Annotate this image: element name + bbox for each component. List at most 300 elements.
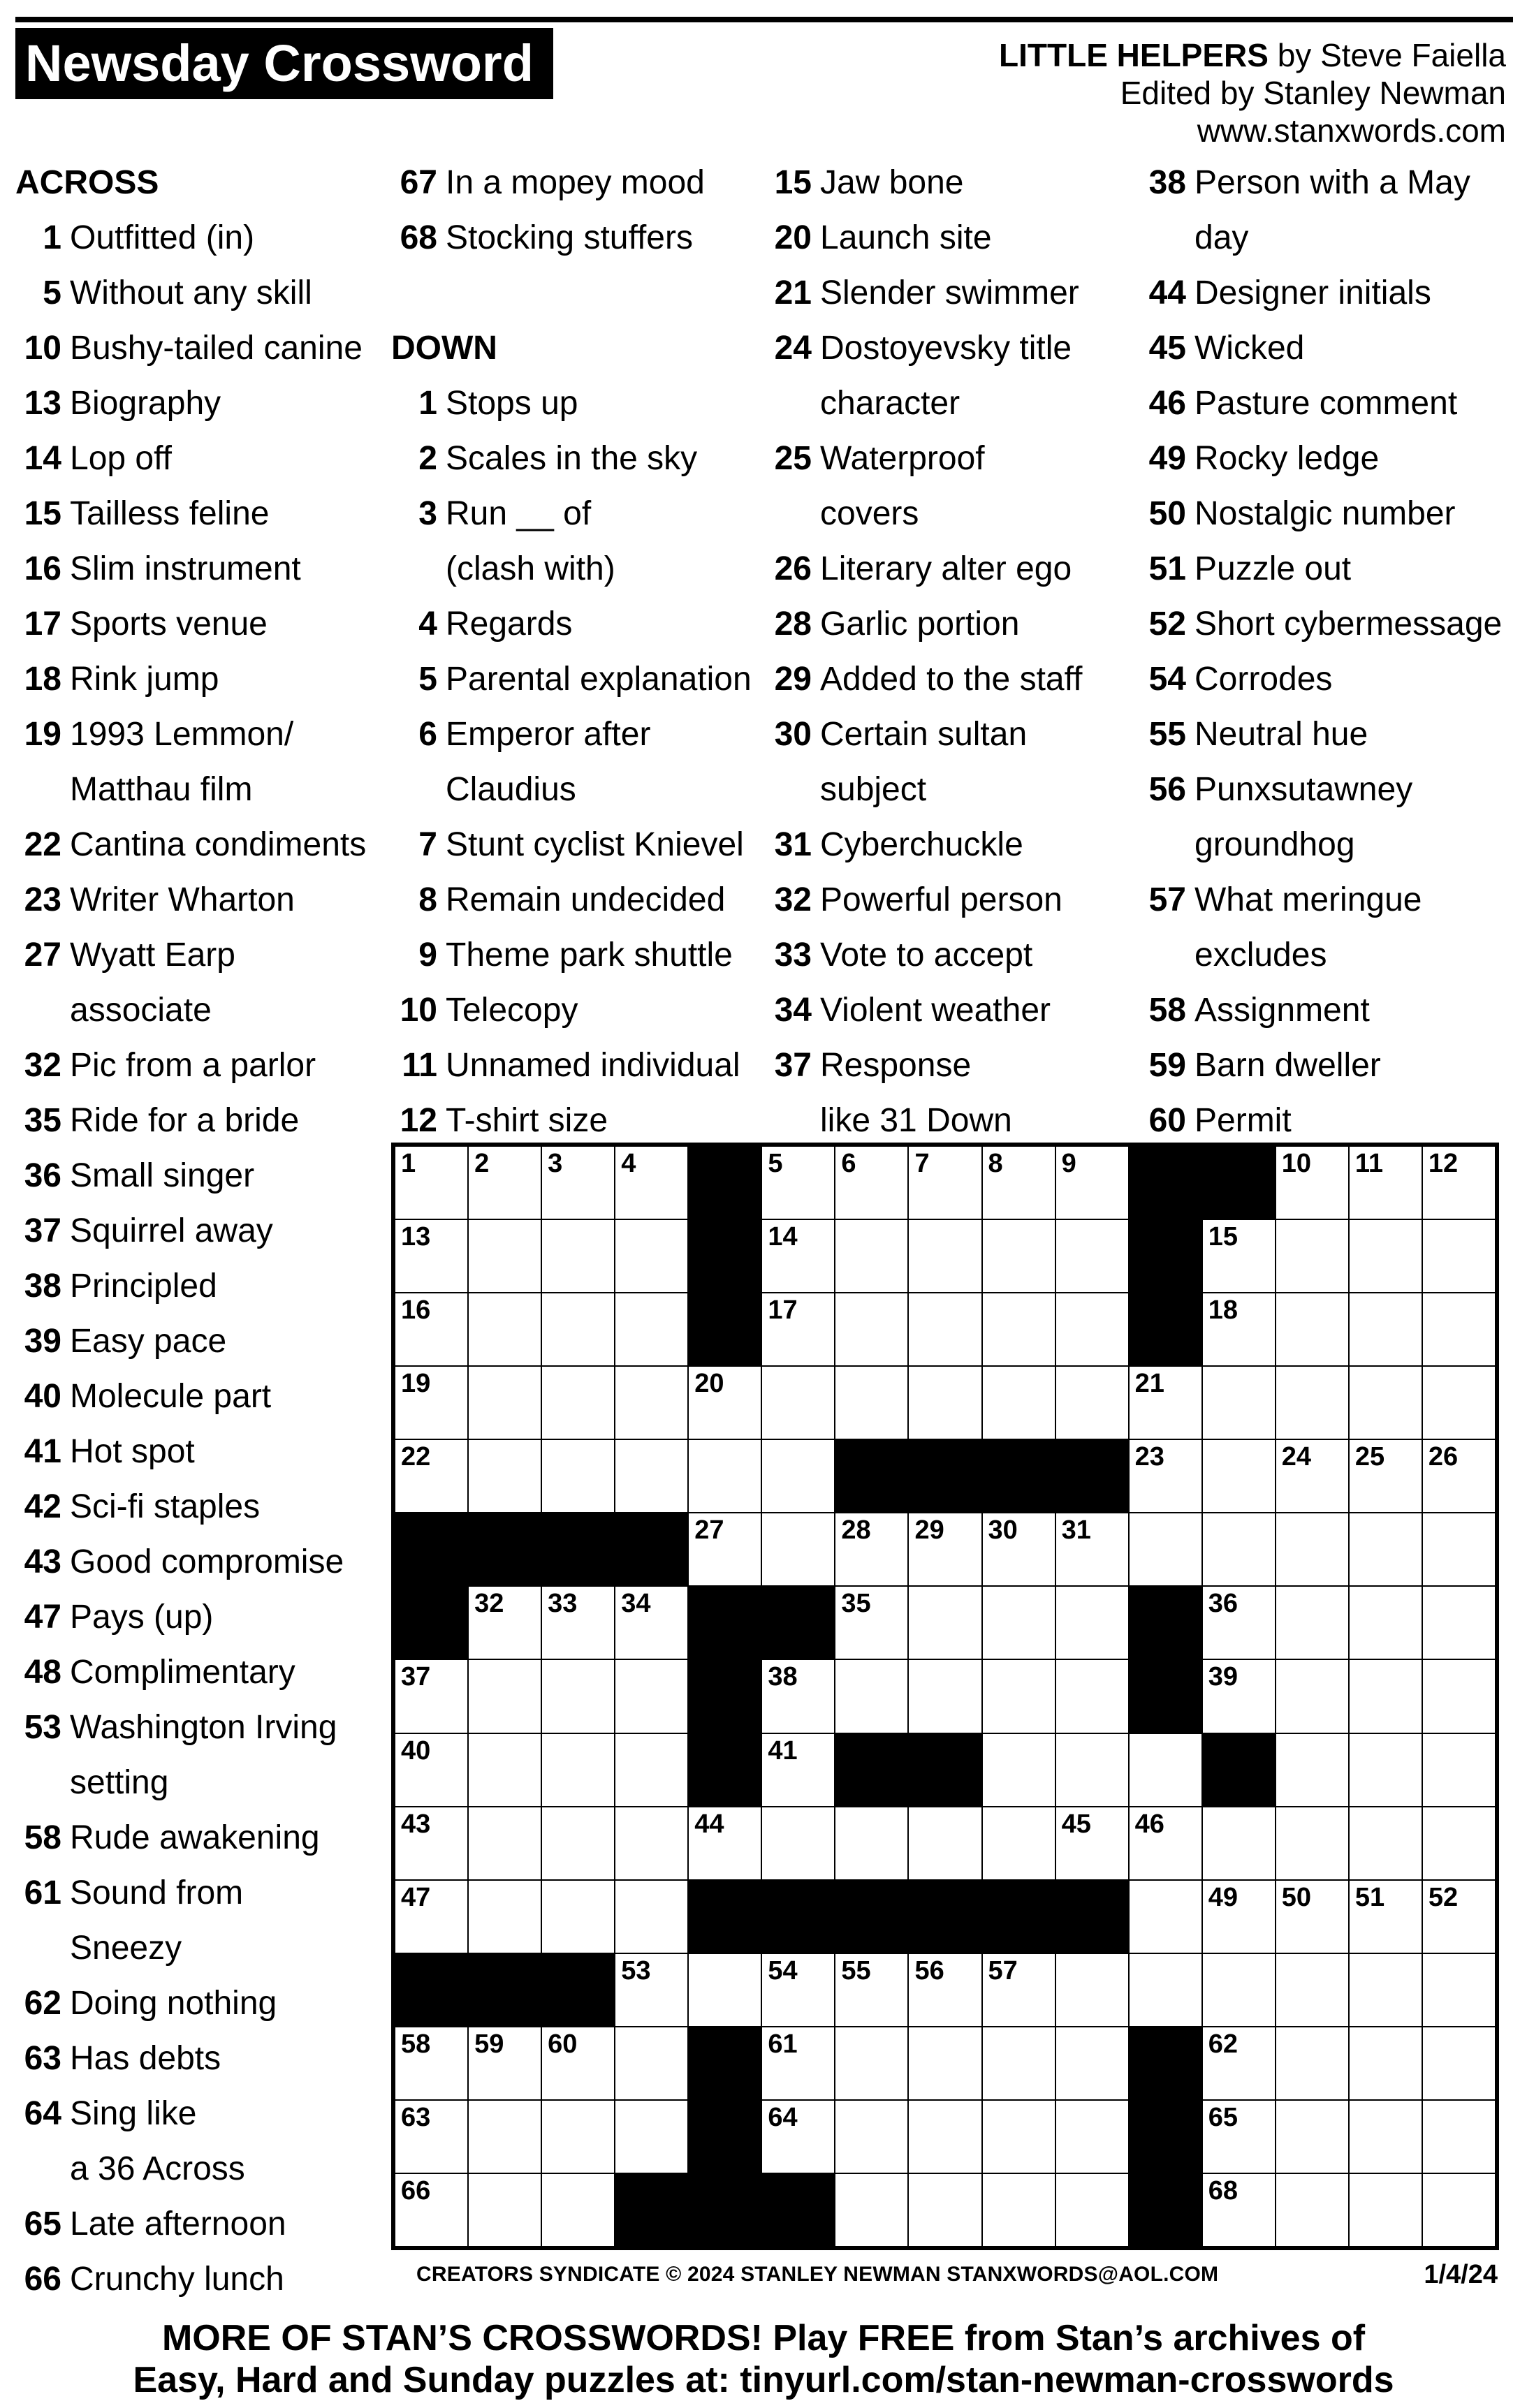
clue-text: Added to the staff [820, 661, 1083, 698]
grid-cell[interactable] [1276, 1587, 1348, 1659]
cell-number: 33 [548, 1589, 578, 1619]
clue-item[interactable] [15, 1203, 389, 1258]
grid-cell[interactable] [615, 1660, 687, 1732]
grid-cell[interactable] [835, 2027, 907, 2099]
clue-number: 29 [774, 661, 812, 698]
grid-cell[interactable] [1056, 2174, 1128, 2246]
grid-cell[interactable] [542, 1293, 614, 1365]
clue-item[interactable] [1140, 541, 1514, 596]
grid-cell[interactable] [469, 1147, 541, 1219]
grid-cell[interactable] [835, 1660, 907, 1732]
grid-cell[interactable] [615, 1954, 687, 2026]
grid-cell[interactable] [1056, 1807, 1128, 1879]
clue-item[interactable] [15, 1038, 389, 1093]
clue-item[interactable] [1140, 707, 1514, 762]
grid-cell[interactable] [615, 1440, 687, 1512]
cell-number: 1 [401, 1149, 416, 1178]
grid-cell[interactable] [1350, 1220, 1422, 1292]
grid-cell[interactable] [1350, 1513, 1422, 1585]
grid-cell[interactable] [615, 1220, 687, 1292]
grid-cell[interactable] [909, 1587, 981, 1659]
clue-item[interactable] [15, 486, 389, 541]
clue-item[interactable] [391, 1038, 765, 1093]
grid-cell[interactable] [983, 1147, 1055, 1219]
grid-cell[interactable] [1423, 1440, 1495, 1512]
clue-item[interactable] [1140, 321, 1514, 376]
clue-text: Small singer [70, 1157, 255, 1194]
grid-cell[interactable] [469, 2174, 541, 2246]
clue-item[interactable] [1140, 983, 1514, 1038]
grid-cell[interactable] [469, 2027, 541, 2099]
clue-item[interactable] [766, 210, 1139, 265]
grid-cell[interactable] [542, 1587, 614, 1659]
clue-item[interactable] [15, 2252, 389, 2307]
grid-cell[interactable] [1276, 1954, 1348, 2026]
clue-text: Doing nothing [70, 1985, 277, 2022]
clue-number: 7 [418, 826, 437, 863]
grid-cell[interactable] [395, 2174, 467, 2246]
grid-cell[interactable] [395, 1881, 467, 1953]
grid-cell[interactable] [1350, 1734, 1422, 1806]
grid-cell[interactable] [1350, 1147, 1422, 1219]
clue-item[interactable] [391, 596, 765, 652]
grid-cell[interactable] [835, 1954, 907, 2026]
grid-cell[interactable] [1423, 1734, 1495, 1806]
clue-item[interactable] [15, 1976, 389, 2031]
grid-cell[interactable] [542, 2101, 614, 2173]
clue-item[interactable] [15, 596, 389, 652]
grid-cell[interactable] [1203, 1881, 1275, 1953]
clue-item[interactable] [15, 1645, 389, 1700]
clue-item[interactable] [1140, 431, 1514, 486]
clue-item[interactable] [766, 983, 1139, 1038]
clue-text: Short cybermessage [1194, 605, 1503, 643]
grid-cell[interactable] [1350, 2027, 1422, 2099]
clue-item[interactable] [391, 1093, 765, 1148]
clue-item[interactable] [766, 265, 1139, 321]
clue-item[interactable] [391, 431, 765, 486]
grid-cell[interactable] [983, 1734, 1055, 1806]
grid-cell[interactable] [909, 1367, 981, 1439]
grid-cell[interactable] [909, 1660, 981, 1732]
black-square [909, 1881, 981, 1953]
grid-cell[interactable] [762, 1734, 834, 1806]
grid-cell[interactable] [542, 1440, 614, 1512]
grid-cell[interactable] [762, 1513, 834, 1585]
grid-cell[interactable] [1350, 2101, 1422, 2173]
grid-cell[interactable] [395, 1293, 467, 1365]
cell-number: 7 [914, 1149, 930, 1178]
grid-cell[interactable] [983, 1954, 1055, 2026]
grid-cell[interactable] [395, 2101, 467, 2173]
clue-item[interactable] [1140, 155, 1514, 265]
clue-item[interactable] [1140, 652, 1514, 707]
website-link[interactable]: www.stanxwords.com [1197, 112, 1506, 149]
grid-cell[interactable] [835, 1513, 907, 1585]
clue-item[interactable] [766, 817, 1139, 872]
grid-cell[interactable] [835, 1220, 907, 1292]
clue-item[interactable] [15, 376, 389, 431]
grid-cell[interactable] [689, 1807, 761, 1879]
clue-item[interactable] [1140, 762, 1514, 872]
clue-item[interactable] [766, 872, 1139, 927]
grid-cell[interactable] [1423, 1881, 1495, 1953]
clue-item[interactable] [15, 652, 389, 707]
grid-cell[interactable] [469, 2101, 541, 2173]
clue-item[interactable] [15, 2086, 389, 2196]
grid-cell[interactable] [1276, 1513, 1348, 1585]
grid-cell[interactable] [835, 1807, 907, 1879]
grid-cell[interactable] [1130, 1954, 1201, 2026]
clue-item[interactable] [15, 1314, 389, 1369]
grid-cell[interactable] [1276, 1147, 1348, 1219]
clue-item[interactable] [391, 707, 765, 817]
grid-cell[interactable] [909, 1220, 981, 1292]
clue-text: Washington Irving setting [70, 1709, 337, 1801]
clue-item[interactable] [15, 1865, 389, 1976]
clue-item[interactable] [15, 1700, 389, 1810]
clue-item[interactable] [15, 1258, 389, 1314]
clue-text: T-shirt size [446, 1102, 608, 1139]
grid-cell[interactable] [1350, 2174, 1422, 2246]
grid-cell[interactable] [1276, 1881, 1348, 1953]
clue-number: 39 [24, 1323, 61, 1360]
grid-cell[interactable] [1423, 1954, 1495, 2026]
clue-item[interactable] [1140, 486, 1514, 541]
clue-item[interactable] [1140, 1038, 1514, 1093]
puzzle-title: LITTLE HELPERS [999, 37, 1269, 73]
grid-cell[interactable] [1203, 1807, 1275, 1879]
clue-item[interactable] [15, 872, 389, 927]
grid-cell[interactable] [762, 1293, 834, 1365]
grid-cell[interactable] [835, 1147, 907, 1219]
grid-cell[interactable] [1276, 2027, 1348, 2099]
clue-item[interactable] [391, 155, 765, 210]
grid-cell[interactable] [983, 1587, 1055, 1659]
grid-cell[interactable] [1276, 2101, 1348, 2173]
grid-cell[interactable] [1350, 1367, 1422, 1439]
clue-item[interactable] [766, 707, 1139, 817]
clue-item[interactable] [391, 927, 765, 983]
grid-cell[interactable] [395, 1367, 467, 1439]
clue-number: 1 [418, 385, 437, 422]
grid-cell[interactable] [909, 2101, 981, 2173]
grid-cell[interactable] [469, 1734, 541, 1806]
grid-cell[interactable] [1423, 2027, 1495, 2099]
grid-cell[interactable] [395, 1440, 467, 1512]
grid-cell[interactable] [762, 1147, 834, 1219]
clue-item[interactable] [1140, 265, 1514, 321]
clue-text: Literary alter ego [820, 550, 1072, 587]
grid-cell[interactable] [1423, 2174, 1495, 2246]
grid-cell[interactable] [1056, 1513, 1128, 1585]
clue-number: 18 [24, 661, 61, 698]
grid-cell[interactable] [1056, 1293, 1128, 1365]
grid-cell[interactable] [1350, 1881, 1422, 1953]
clue-item[interactable] [766, 596, 1139, 652]
grid-cell[interactable] [689, 1367, 761, 1439]
grid-cell[interactable] [909, 1954, 981, 2026]
clue-item[interactable] [15, 431, 389, 486]
grid-cell[interactable] [762, 1367, 834, 1439]
grid-cell[interactable] [983, 1293, 1055, 1365]
grid-cell[interactable] [1130, 1881, 1201, 1953]
grid-cell[interactable] [1276, 1293, 1348, 1365]
clue-item[interactable] [15, 210, 389, 265]
crossword-grid [391, 1143, 1499, 2250]
clue-item[interactable] [15, 1148, 389, 1203]
clue-item[interactable] [15, 1534, 389, 1590]
grid-cell[interactable] [469, 1881, 541, 1953]
grid-cell[interactable] [1423, 1807, 1495, 1879]
clue-number: 9 [418, 937, 437, 974]
clue-item[interactable] [391, 376, 765, 431]
grid-cell[interactable] [1350, 1587, 1422, 1659]
grid-cell[interactable] [1423, 2101, 1495, 2173]
clue-item[interactable] [15, 1479, 389, 1534]
grid-cell[interactable] [1276, 1734, 1348, 1806]
grid-cell[interactable] [1056, 1220, 1128, 1292]
grid-cell[interactable] [1203, 1954, 1275, 2026]
grid-cell[interactable] [909, 1807, 981, 1879]
grid-cell[interactable] [469, 1587, 541, 1659]
grid-cell[interactable] [983, 1367, 1055, 1439]
grid-cell[interactable] [615, 1367, 687, 1439]
grid-cell[interactable] [762, 1660, 834, 1732]
clue-number: 66 [24, 2261, 61, 2298]
grid-cell[interactable] [469, 1293, 541, 1365]
grid-cell[interactable] [395, 1807, 467, 1879]
grid-cell[interactable] [469, 1807, 541, 1879]
grid-cell[interactable] [542, 2174, 614, 2246]
grid-cell[interactable] [1203, 1660, 1275, 1732]
grid-cell[interactable] [1056, 2027, 1128, 2099]
grid-cell[interactable] [542, 1734, 614, 1806]
grid-cells [395, 1147, 1495, 2246]
grid-cell[interactable] [1423, 1513, 1495, 1585]
grid-cell[interactable] [762, 2027, 834, 2099]
grid-cell[interactable] [469, 1220, 541, 1292]
grid-cell[interactable] [983, 1660, 1055, 1732]
grid-cell[interactable] [615, 1587, 687, 1659]
cell-number: 15 [1208, 1222, 1238, 1252]
grid-cell[interactable] [1423, 1660, 1495, 1732]
grid-cell[interactable] [1203, 2027, 1275, 2099]
black-square [1056, 1881, 1128, 1953]
grid-cell[interactable] [835, 1367, 907, 1439]
clue-item[interactable] [766, 652, 1139, 707]
grid-cell[interactable] [1423, 1220, 1495, 1292]
clue-item[interactable] [391, 817, 765, 872]
clue-number: 43 [24, 1543, 61, 1580]
grid-cell[interactable] [1056, 1954, 1128, 2026]
clue-item[interactable] [391, 652, 765, 707]
grid-cell[interactable] [395, 1660, 467, 1732]
grid-cell[interactable] [762, 1807, 834, 1879]
black-square [395, 1513, 467, 1585]
cell-number: 17 [768, 1295, 798, 1326]
clue-item[interactable] [15, 1369, 389, 1424]
grid-cell[interactable] [762, 1954, 834, 2026]
grid-cell[interactable] [395, 2027, 467, 2099]
clue-item[interactable] [15, 927, 389, 1038]
cell-number: 30 [988, 1515, 1018, 1546]
grid-cell[interactable] [983, 2027, 1055, 2099]
grid-cell[interactable] [835, 2174, 907, 2246]
clue-item[interactable] [15, 2031, 389, 2086]
grid-cell[interactable] [1203, 2174, 1275, 2246]
grid-cell[interactable] [1276, 1440, 1348, 1512]
clue-item[interactable] [15, 265, 389, 321]
grid-cell[interactable] [542, 1660, 614, 1732]
grid-cell[interactable] [542, 1881, 614, 1953]
clue-item[interactable] [391, 872, 765, 927]
grid-cell[interactable] [1276, 1220, 1348, 1292]
cell-number: 28 [841, 1515, 871, 1546]
clue-item[interactable] [1140, 376, 1514, 431]
grid-cell[interactable] [1056, 1147, 1128, 1219]
grid-cell[interactable] [909, 1513, 981, 1585]
grid-cell[interactable] [542, 2027, 614, 2099]
grid-cell[interactable] [1423, 1367, 1495, 1439]
grid-cell[interactable] [689, 1440, 761, 1512]
grid-cell[interactable] [1203, 1293, 1275, 1365]
grid-cell[interactable] [762, 2101, 834, 2173]
grid-cell[interactable] [1130, 1734, 1201, 1806]
clue-item[interactable] [15, 1810, 389, 1865]
grid-cell[interactable] [395, 1220, 467, 1292]
grid-cell[interactable] [1203, 2101, 1275, 2173]
clue-item[interactable] [1140, 1093, 1514, 1148]
grid-cell[interactable] [1423, 1147, 1495, 1219]
grid-cell[interactable] [1130, 1440, 1201, 1512]
grid-cell[interactable] [395, 1147, 467, 1219]
grid-cell[interactable] [615, 1734, 687, 1806]
grid-cell[interactable] [395, 1734, 467, 1806]
grid-cell[interactable] [909, 1293, 981, 1365]
grid-cell[interactable] [615, 1807, 687, 1879]
grid-cell[interactable] [615, 1293, 687, 1365]
clue-item[interactable] [15, 817, 389, 872]
clue-item[interactable] [1140, 596, 1514, 652]
grid-cell[interactable] [983, 1220, 1055, 1292]
grid-cell[interactable] [983, 2101, 1055, 2173]
clue-item[interactable] [766, 927, 1139, 983]
grid-cell[interactable] [1276, 1660, 1348, 1732]
clue-item[interactable] [391, 210, 765, 265]
clue-item[interactable] [766, 541, 1139, 596]
clue-item[interactable] [766, 1038, 1139, 1148]
grid-cell[interactable] [1203, 1367, 1275, 1439]
grid-cell[interactable] [909, 2174, 981, 2246]
grid-cell[interactable] [1130, 1513, 1201, 1585]
cell-number: 21 [1134, 1369, 1164, 1399]
grid-cell[interactable] [1203, 1440, 1275, 1512]
grid-cell[interactable] [1276, 1367, 1348, 1439]
promo-line-2[interactable]: Easy, Hard and Sunday puzzles at: tinyurl.com/stan-newman-crosswords [133, 2360, 1394, 2400]
grid-cell[interactable] [615, 1147, 687, 1219]
grid-cell[interactable] [542, 1367, 614, 1439]
grid-cell[interactable] [1056, 2101, 1128, 2173]
clue-number: 30 [774, 716, 812, 753]
clue-item[interactable] [766, 321, 1139, 431]
grid-cell[interactable] [1203, 1587, 1275, 1659]
grid-cell[interactable] [983, 1513, 1055, 1585]
grid-cell[interactable] [983, 1807, 1055, 1879]
clue-item[interactable] [391, 486, 765, 596]
grid-cell[interactable] [1056, 1660, 1128, 1732]
grid-cell[interactable] [762, 1440, 834, 1512]
grid-cell[interactable] [762, 1220, 834, 1292]
clue-text: Violent weather [820, 992, 1051, 1029]
grid-cell[interactable] [1276, 2174, 1348, 2246]
grid-cell[interactable] [615, 2027, 687, 2099]
clue-item[interactable] [15, 1590, 389, 1645]
grid-cell[interactable] [835, 1587, 907, 1659]
grid-cell[interactable] [1350, 1954, 1422, 2026]
black-square [469, 1513, 541, 1585]
clue-number: 47 [24, 1599, 61, 1636]
grid-cell[interactable] [615, 1881, 687, 1953]
grid-cell[interactable] [909, 2027, 981, 2099]
grid-cell[interactable] [1130, 1807, 1201, 1879]
clue-item[interactable] [15, 321, 389, 376]
clue-item[interactable] [15, 2196, 389, 2252]
cell-number: 8 [988, 1149, 1003, 1178]
grid-cell[interactable] [1130, 1367, 1201, 1439]
clue-item[interactable] [15, 707, 389, 817]
grid-cell[interactable] [1056, 1367, 1128, 1439]
clue-item[interactable] [391, 983, 765, 1038]
black-square [469, 1954, 541, 2026]
clue-number: 22 [24, 826, 61, 863]
grid-cell[interactable] [1056, 1734, 1128, 1806]
clue-text: Stops up [446, 385, 578, 422]
clue-text: Vote to accept [820, 937, 1033, 974]
grid-cell[interactable] [835, 1293, 907, 1365]
grid-cell[interactable] [909, 1147, 981, 1219]
clue-item[interactable] [766, 431, 1139, 541]
grid-cell[interactable] [1423, 1587, 1495, 1659]
grid-cell[interactable] [1350, 1660, 1422, 1732]
clue-item[interactable] [15, 1424, 389, 1479]
grid-cell[interactable] [689, 1513, 761, 1585]
clue-item[interactable] [15, 541, 389, 596]
clue-item[interactable] [766, 155, 1139, 210]
grid-cell[interactable] [1423, 1293, 1495, 1365]
clue-number: 34 [774, 992, 812, 1029]
grid-cell[interactable] [615, 2101, 687, 2173]
grid-cell[interactable] [542, 1807, 614, 1879]
grid-cell[interactable] [1203, 1513, 1275, 1585]
grid-cell[interactable] [542, 1147, 614, 1219]
grid-cell[interactable] [469, 1440, 541, 1512]
grid-cell[interactable] [1203, 1220, 1275, 1292]
grid-cell[interactable] [469, 1367, 541, 1439]
grid-cell[interactable] [689, 1954, 761, 2026]
grid-cell[interactable] [1276, 1807, 1348, 1879]
grid-cell[interactable] [1056, 1587, 1128, 1659]
clue-item[interactable] [1140, 872, 1514, 983]
grid-cell[interactable] [1350, 1440, 1422, 1512]
grid-cell[interactable] [542, 1220, 614, 1292]
grid-cell[interactable] [983, 2174, 1055, 2246]
grid-cell[interactable] [1350, 1807, 1422, 1879]
grid-cell[interactable] [1350, 1293, 1422, 1365]
grid-cell[interactable] [469, 1660, 541, 1732]
clue-item[interactable] [15, 1093, 389, 1148]
grid-cell[interactable] [835, 2101, 907, 2173]
